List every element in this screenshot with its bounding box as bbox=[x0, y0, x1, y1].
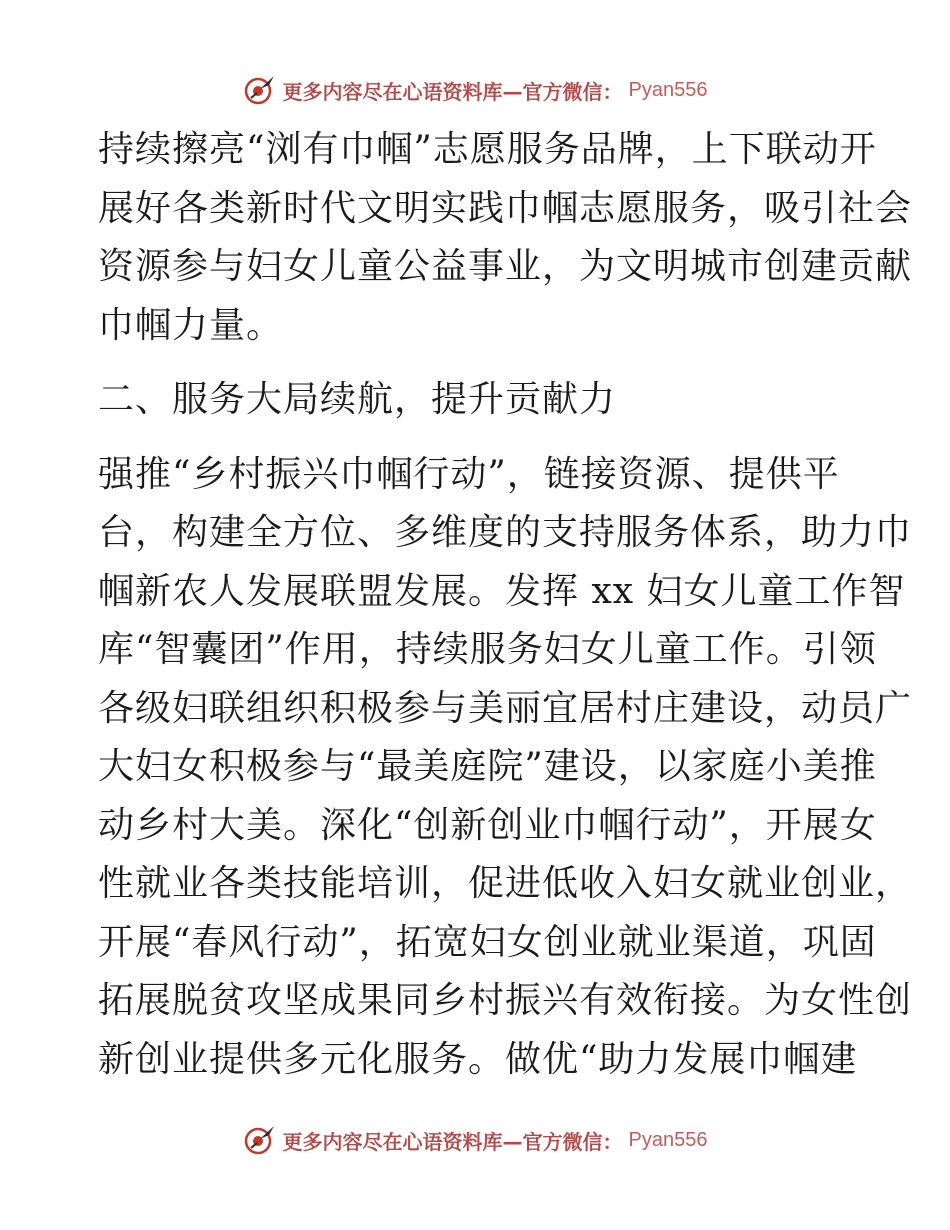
body-line: 强推“乡村振兴巾帼行动”，链接资源、提供平 bbox=[98, 453, 840, 495]
header-watermark-text: 更多内容尽在心语资料库—官方微信： bbox=[282, 79, 623, 104]
footer-watermark-handle: Pyan556 bbox=[628, 1128, 708, 1151]
body-line: 巾帼力量。 bbox=[98, 304, 284, 346]
body-line: 持续擦亮“浏有巾帼”志愿服务品牌，上下联动开 bbox=[98, 129, 877, 170]
body-line: 资源参与妇女儿童公益事业，为文明城市创建贡献 bbox=[98, 246, 913, 287]
body-line: 台，构建全方位、多维度的支持服务体系，助力巾 bbox=[98, 512, 913, 553]
body-line: 展好各类新时代文明实践巾帼志愿服务，吸引社会 bbox=[98, 187, 913, 229]
body-line: 动乡村大美。深化“创新创业巾帼行动”，开展女 bbox=[98, 804, 877, 846]
header-watermark bbox=[0, 70, 950, 110]
body-line: 各级妇联组织积极参与美丽宜居村庄建设，动员广 bbox=[98, 687, 913, 729]
body-line: 拓展脱贫攻坚成果同乡村振兴有效衔接。为女性创 bbox=[98, 980, 913, 1021]
document-body bbox=[98, 121, 913, 1089]
body-line: 大妇女积极参与“最美庭院”建设，以家庭小美推 bbox=[98, 746, 877, 787]
quill-logo-icon bbox=[243, 73, 277, 107]
section-heading: 二、服务大局续航，提升贡献力 bbox=[98, 379, 617, 420]
body-line: 新创业提供多元化服务。做优“助力发展巾帼建 bbox=[98, 1038, 858, 1080]
body-line: 开展“春风行动”，拓宽妇女创业就业渠道，巩固 bbox=[98, 921, 877, 963]
body-line: 性就业各类技能培训，促进低收入妇女就业创业， bbox=[98, 863, 913, 904]
header-watermark-handle: Pyan556 bbox=[628, 78, 708, 101]
quill-logo-icon bbox=[243, 1123, 277, 1157]
body-line: 帼新农人发展联盟发展。发挥 xx 妇女儿童工作智 bbox=[98, 570, 906, 612]
body-line: 库“智囊团”作用，持续服务妇女儿童工作。引领 bbox=[98, 629, 877, 670]
footer-watermark bbox=[0, 1120, 950, 1160]
footer-watermark-text: 更多内容尽在心语资料库—官方微信： bbox=[282, 1129, 623, 1154]
